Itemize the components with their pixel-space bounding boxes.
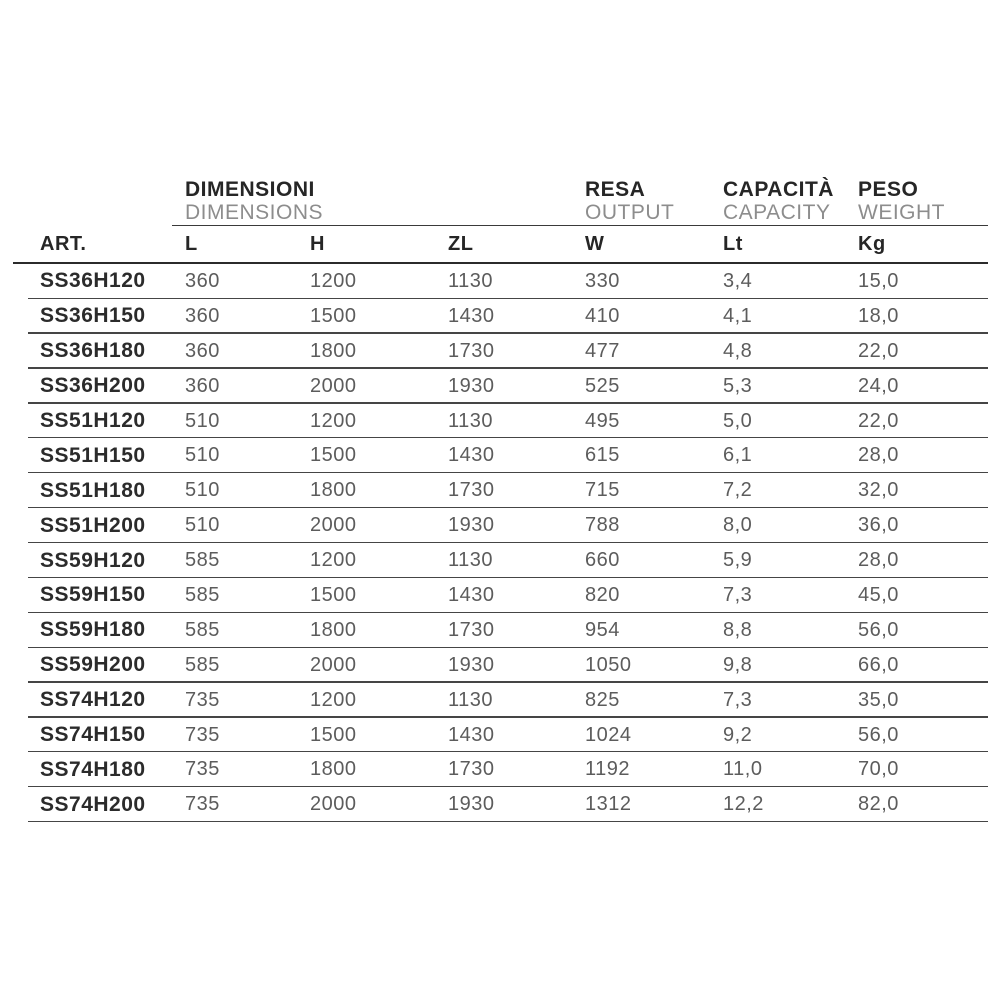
cell-lt: 7,2 (723, 479, 753, 502)
cell-l: 360 (185, 374, 220, 397)
cell-l: 735 (185, 758, 220, 781)
cell-lt: 5,3 (723, 374, 753, 397)
cell-h: 1500 (310, 723, 357, 746)
column-header-zl: ZL (448, 232, 474, 255)
group-header-capacity (710, 176, 845, 226)
cell-art: SS74H150 (40, 723, 146, 747)
table-row (13, 613, 988, 648)
table-row (13, 718, 988, 753)
cell-lt: 6,1 (723, 444, 753, 467)
cell-l: 360 (185, 339, 220, 362)
column-header-h: H (310, 232, 325, 255)
cell-w: 820 (585, 583, 620, 606)
table-row (13, 334, 988, 369)
cell-w: 1024 (585, 723, 632, 746)
cell-l: 510 (185, 444, 220, 467)
table-row (13, 404, 988, 439)
cell-lt: 7,3 (723, 688, 753, 711)
cell-zl: 1430 (448, 723, 495, 746)
cell-kg: 56,0 (858, 723, 899, 746)
table-row (13, 787, 988, 822)
group-subtitle-weight: WEIGHT (858, 201, 945, 224)
cell-zl: 1730 (448, 758, 495, 781)
cell-kg: 22,0 (858, 409, 899, 432)
cell-h: 1500 (310, 444, 357, 467)
cell-zl: 1130 (448, 549, 494, 572)
cell-w: 615 (585, 444, 620, 467)
cell-art: SS51H200 (40, 513, 146, 537)
cell-l: 585 (185, 583, 220, 606)
cell-art: SS74H200 (40, 792, 146, 816)
cell-w: 1312 (585, 793, 632, 816)
cell-w: 330 (585, 269, 620, 292)
cell-art: SS51H120 (40, 409, 146, 432)
cell-art: SS36H200 (40, 374, 146, 398)
table-row (13, 683, 988, 718)
cell-lt: 11,0 (723, 758, 763, 781)
cell-w: 410 (585, 304, 620, 327)
cell-lt: 5,9 (723, 549, 753, 572)
spec-table (13, 176, 988, 822)
cell-zl: 1930 (448, 793, 495, 816)
cell-art: SS59H200 (40, 653, 146, 677)
cell-l: 510 (185, 409, 220, 432)
cell-l: 510 (185, 514, 220, 537)
cell-art: SS36H120 (40, 269, 146, 293)
cell-art: SS51H150 (40, 443, 146, 467)
cell-w: 660 (585, 549, 620, 572)
cell-kg: 22,0 (858, 339, 899, 362)
cell-zl: 1930 (448, 514, 495, 537)
cell-lt: 7,3 (723, 583, 753, 606)
column-header-lt: Lt (723, 232, 743, 255)
cell-zl: 1730 (448, 339, 495, 362)
table-row (13, 369, 988, 404)
cell-zl: 1130 (448, 409, 494, 432)
table-row (13, 473, 988, 508)
cell-w: 477 (585, 339, 620, 362)
cell-lt: 3,4 (723, 269, 753, 292)
cell-w: 788 (585, 514, 620, 537)
cell-l: 735 (185, 793, 220, 816)
cell-l: 360 (185, 304, 220, 327)
cell-kg: 28,0 (858, 444, 899, 467)
cell-w: 525 (585, 374, 620, 397)
cell-w: 1192 (585, 758, 631, 781)
cell-zl: 1130 (448, 688, 494, 711)
cell-h: 1200 (310, 688, 357, 711)
cell-h: 2000 (310, 653, 357, 676)
table-row (13, 438, 988, 473)
group-title-peso: PESO (858, 178, 919, 201)
column-header-w: W (585, 232, 605, 255)
cell-lt: 12,2 (723, 793, 764, 816)
cell-w: 495 (585, 409, 620, 432)
cell-lt: 4,8 (723, 339, 753, 362)
cell-lt: 9,2 (723, 723, 753, 746)
group-title-resa: RESA (585, 178, 646, 201)
table-body (13, 264, 988, 822)
cell-l: 585 (185, 618, 220, 641)
cell-h: 2000 (310, 374, 357, 397)
cell-w: 1050 (585, 653, 632, 676)
cell-kg: 35,0 (858, 688, 899, 711)
table-row (13, 752, 988, 787)
group-header-row (13, 176, 988, 226)
column-header-kg: Kg (858, 232, 886, 255)
group-subtitle-dimensions: DIMENSIONS (185, 201, 324, 224)
cell-lt: 4,1 (723, 304, 753, 327)
cell-h: 1800 (310, 339, 357, 362)
column-header-row (13, 226, 988, 264)
cell-kg: 28,0 (858, 549, 899, 572)
cell-kg: 70,0 (858, 758, 899, 781)
cell-h: 1200 (310, 409, 357, 432)
cell-art: SS51H180 (40, 478, 146, 502)
cell-zl: 1730 (448, 479, 495, 502)
column-header-art: ART. (40, 232, 87, 255)
cell-art: SS74H180 (40, 757, 146, 781)
table-row (13, 543, 988, 578)
column-header-l: L (185, 232, 198, 255)
cell-kg: 32,0 (858, 479, 899, 502)
cell-l: 735 (185, 688, 220, 711)
cell-art: SS59H180 (40, 618, 146, 642)
cell-h: 1500 (310, 304, 357, 327)
cell-h: 2000 (310, 793, 357, 816)
table-row (13, 508, 988, 543)
group-header-dimensions (172, 176, 572, 226)
cell-kg: 15,0 (858, 269, 899, 292)
cell-w: 825 (585, 688, 620, 711)
group-header-empty (13, 176, 172, 226)
cell-h: 1500 (310, 583, 357, 606)
cell-h: 1200 (310, 269, 357, 292)
table-row (13, 264, 988, 299)
cell-lt: 8,0 (723, 514, 753, 537)
cell-art: SS36H150 (40, 304, 146, 328)
cell-zl: 1130 (448, 269, 494, 292)
cell-kg: 45,0 (858, 583, 899, 606)
cell-kg: 18,0 (858, 304, 899, 327)
cell-l: 510 (185, 479, 220, 502)
group-subtitle-output: OUTPUT (585, 201, 675, 224)
cell-h: 1800 (310, 479, 357, 502)
group-header-output (572, 176, 710, 226)
cell-h: 1800 (310, 618, 357, 641)
cell-zl: 1430 (448, 583, 495, 606)
cell-art: SS59H120 (40, 548, 146, 572)
cell-w: 715 (585, 479, 620, 502)
group-subtitle-capacity: CAPACITY (723, 201, 831, 224)
table-row (13, 578, 988, 613)
cell-lt: 5,0 (723, 409, 753, 432)
cell-lt: 8,8 (723, 618, 753, 641)
table-row (13, 299, 988, 334)
cell-art: SS36H180 (40, 339, 146, 363)
cell-kg: 36,0 (858, 514, 899, 537)
cell-l: 735 (185, 723, 220, 746)
cell-lt: 9,8 (723, 653, 753, 676)
cell-art: SS59H150 (40, 583, 146, 607)
table-row (13, 648, 988, 683)
cell-l: 360 (185, 269, 220, 292)
cell-l: 585 (185, 549, 220, 572)
cell-zl: 1930 (448, 653, 495, 676)
cell-kg: 82,0 (858, 793, 899, 816)
cell-w: 954 (585, 618, 620, 641)
cell-art: SS74H120 (40, 688, 146, 712)
cell-l: 585 (185, 653, 220, 676)
cell-zl: 1930 (448, 374, 495, 397)
cell-kg: 56,0 (858, 618, 899, 641)
group-header-weight (845, 176, 988, 226)
cell-h: 2000 (310, 514, 357, 537)
cell-zl: 1730 (448, 618, 495, 641)
cell-h: 1800 (310, 758, 357, 781)
group-title-capacita: CAPACITÀ (723, 178, 834, 201)
cell-zl: 1430 (448, 444, 495, 467)
cell-zl: 1430 (448, 304, 495, 327)
cell-kg: 66,0 (858, 653, 899, 676)
cell-h: 1200 (310, 549, 357, 572)
group-title-dimensioni: DIMENSIONI (185, 178, 315, 201)
cell-kg: 24,0 (858, 374, 899, 397)
